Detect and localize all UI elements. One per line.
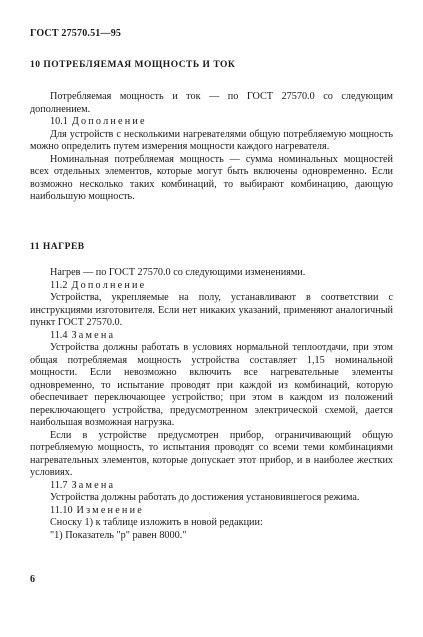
section-10-body [30,91,393,204]
subsection-10-1-number: 10.1 [50,116,68,127]
subsection-11-4-para-2: Если в устройстве предусмотрен прибор, ограничивающий общую потребляемую мощность, то испытания проводят со всеми теми комбинациями нагревательных элементов, которые допускает этот прибор, и в наиболее жестких условиях. [30,429,393,478]
subsection-11-10-number: 11.10 [50,504,73,516]
subsection-11-2-label [30,280,393,293]
subsection-11-2-number: 11.2 [50,279,68,291]
subsection-11-4-type: Замена [71,329,116,341]
section-11-intro: Нагрев — по ГОСТ 27570.0 со следующими изменениями. [50,267,306,278]
subsection-11-4-number: 11.4 [50,329,68,341]
subsection-11-7-label [30,480,393,493]
subsection-11-10-type: Изменение [76,504,144,516]
subsection-11-10-label [30,505,393,518]
subsection-11-2-type: Дополнение [71,279,147,291]
subsection-11-4-para-1: Устройства должны работать в условиях нормальной теплоотдачи, при этом общая потребляемая мощность устройства составляет 1,15 номинальной мощности. Если невозможно включить все нагревательные элементы одновременно, то испытание проводят при каждой из комбинаций, которую обеспечивает переключающее устройство; при этом в каждом из положений переключающего устройства, предусмотренном электрической схемой, дается наибольшая возможная нагрузка. [30,342,393,428]
subsection-11-7-number: 11.7 [50,479,68,491]
subsection-11-7-para: Устройства должны работать до достижения установившегося режима. [50,492,360,503]
subsection-11-10-para-2: "1) Показатель "р" равен 8000." [50,529,187,541]
section-10-intro: Потребляемая мощность и ток — по ГОСТ 27570.0 со следующим дополнением. [30,91,393,115]
section-10-title: 10 ПОТРЕБЛЯЕМАЯ МОЩНОСТЬ И ТОК [30,60,236,70]
subsection-11-10-para-1: Сноску 1) к таблице изложить в новой редакции: [50,517,263,528]
subsection-11-4-label [30,330,393,343]
subsection-10-1-type: Дополнение [71,116,147,127]
page-number: 6 [30,574,35,585]
subsection-11-7-type: Замена [71,479,116,491]
subsection-10-1-para-2: Номинальная потребляемая мощность — сумма номинальных мощностей всех отдельных элементов, которые могут быть включены одновременно. Если возможно несколько таких комбинаций, то выбирают комбинацию, дающую наибольшую мощность. [30,153,393,202]
subsection-10-1-label [30,116,393,129]
document-header: ГОСТ 27570.51—95 [30,28,122,39]
subsection-11-2-para: Устройства, укрепляемые на полу, устанавливают в соответствии с инструкциями изготовителя. Если нет никаких указаний, применяют аналогичный пункт ГОСТ 27570.0. [30,292,393,328]
section-11-title: 11 НАГРЕВ [30,242,85,252]
subsection-10-1-para-1: Для устройств с несколькими нагревателями общую потребляемую мощность можно определить путем измерения мощности каждого нагревателя. [30,128,393,152]
section-11-body [30,267,393,542]
